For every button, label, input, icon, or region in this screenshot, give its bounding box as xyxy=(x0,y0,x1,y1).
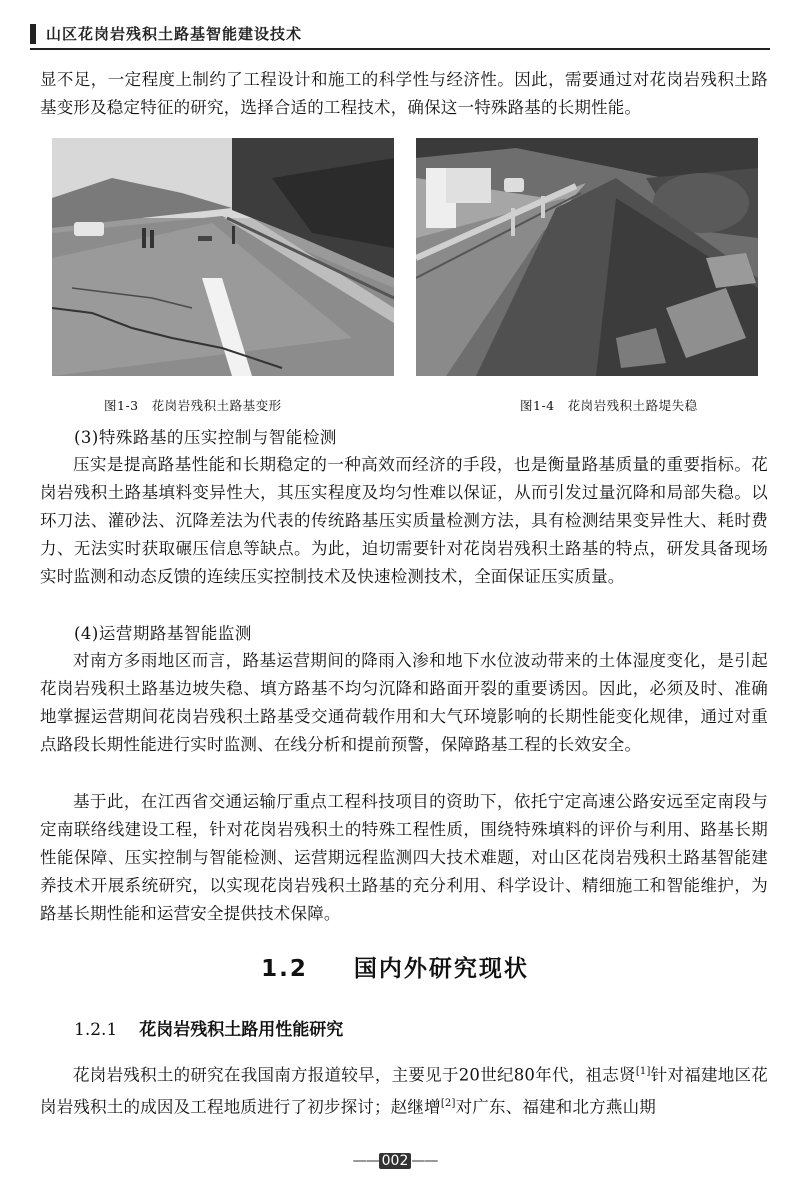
figure-caption: 图1-4 花岗岩残积土路堤失稳 xyxy=(520,398,698,413)
item-4-body: 对南方多雨地区而言，路基运营期间的降雨入渗和地下水位波动带来的土体湿度变化，是引起花岗岩残积土路基边坡失稳、填方路基不均匀沉降和路面开裂的重要诱因。因此，必须及时、准确地掌握运营期间花岗岩残积土路基受交通荷载作用和大气环境影响的长期性能变化规律，通过对重点路段长期性能进行实时监测、在线分析和提前预警，保障路基工程的长效安全。 xyxy=(40,651,768,754)
citation-ref: [2] xyxy=(440,1097,456,1109)
page-number: 002 xyxy=(379,1153,412,1169)
summary-paragraph: 基于此，在江西省交通运输厅重点工程科技项目的资助下，依托宁定高速公路安远至定南段与定南联络线建设工程，针对花岗岩残积土的特殊工程性质，围绕特殊填料的评价与利用、路基长期性能保障、压实控制与智能检测、运营期远程监测四大技术难题，对山区花岗岩残积土路基智能建养技术开展系统研究，以实现花岗岩残积土路基的充分利用、科学设计、精细施工和智能维护，为路基长期性能和运营安全提供技术保障。 xyxy=(40,792,768,923)
intro-paragraph: 显不足，一定程度上制约了工程设计和施工的科学性与经济性。因此，需要通过对花岗岩残积土路基变形及稳定特征的研究，选择合适的工程技术，确保这一特殊路基的长期性能。 xyxy=(40,70,768,117)
section-title: 国内外研究现状 xyxy=(353,956,529,982)
final-paragraph xyxy=(40,1058,768,1121)
figure-embankment-failure xyxy=(416,138,758,376)
header-mark xyxy=(30,24,36,44)
citation-ref: [1] xyxy=(635,1066,651,1077)
subsection-heading xyxy=(74,1015,343,1040)
subsection-title: 花岗岩残积土路用性能研究 xyxy=(139,1020,344,1040)
item-4-heading: (4)运营期路基智能监测 xyxy=(74,624,252,643)
final-paragraph-text: 对广东、福建和北方燕山期 xyxy=(455,1097,656,1116)
section-heading xyxy=(0,950,790,983)
running-header xyxy=(30,22,770,50)
book-title: 山区花岗岩残积土路基智能建设技术 xyxy=(46,25,303,43)
figure-caption: 图1-3 花岗岩残积土路基变形 xyxy=(104,398,282,413)
section-number: 1.2 xyxy=(261,956,308,982)
road-deformation-photo xyxy=(52,138,394,376)
page-footer: —— 002 —— xyxy=(352,1153,438,1169)
item-3-heading: (3)特殊路基的压实控制与智能检测 xyxy=(74,428,337,447)
embankment-failure-photo xyxy=(416,138,758,376)
figure-road-deformation xyxy=(52,138,394,376)
final-paragraph-text: 花岗岩残积土的研究在我国南方报道较早，主要见于20世纪80年代，祖志贤 xyxy=(73,1065,636,1085)
subsection-number: 1.2.1 xyxy=(74,1020,118,1040)
item-3-body: 压实是提高路基性能和长期稳定的一种高效而经济的手段，也是衡量路基质量的重要指标。花岗岩残积土路基填料变异性大，其压实程度及均匀性难以保证，从而引发过量沉降和局部失稳。以环刀法、灌砂法、沉降差法为代表的传统路基压实质量检测方法，具有检测结果变异性大、耗时费力、无法实时获取碾压信息等缺点。为此，迫切需要针对花岗岩残积土路基的特点，研发具备现场实时监测和动态反馈的连续压实控制技术及快速检测技术，全面保证压实质量。 xyxy=(40,455,768,586)
final-paragraph-text: 针对福建地区花岗岩残积土的成因及工程地质进行了初步探讨；赵继增 xyxy=(40,1065,768,1116)
